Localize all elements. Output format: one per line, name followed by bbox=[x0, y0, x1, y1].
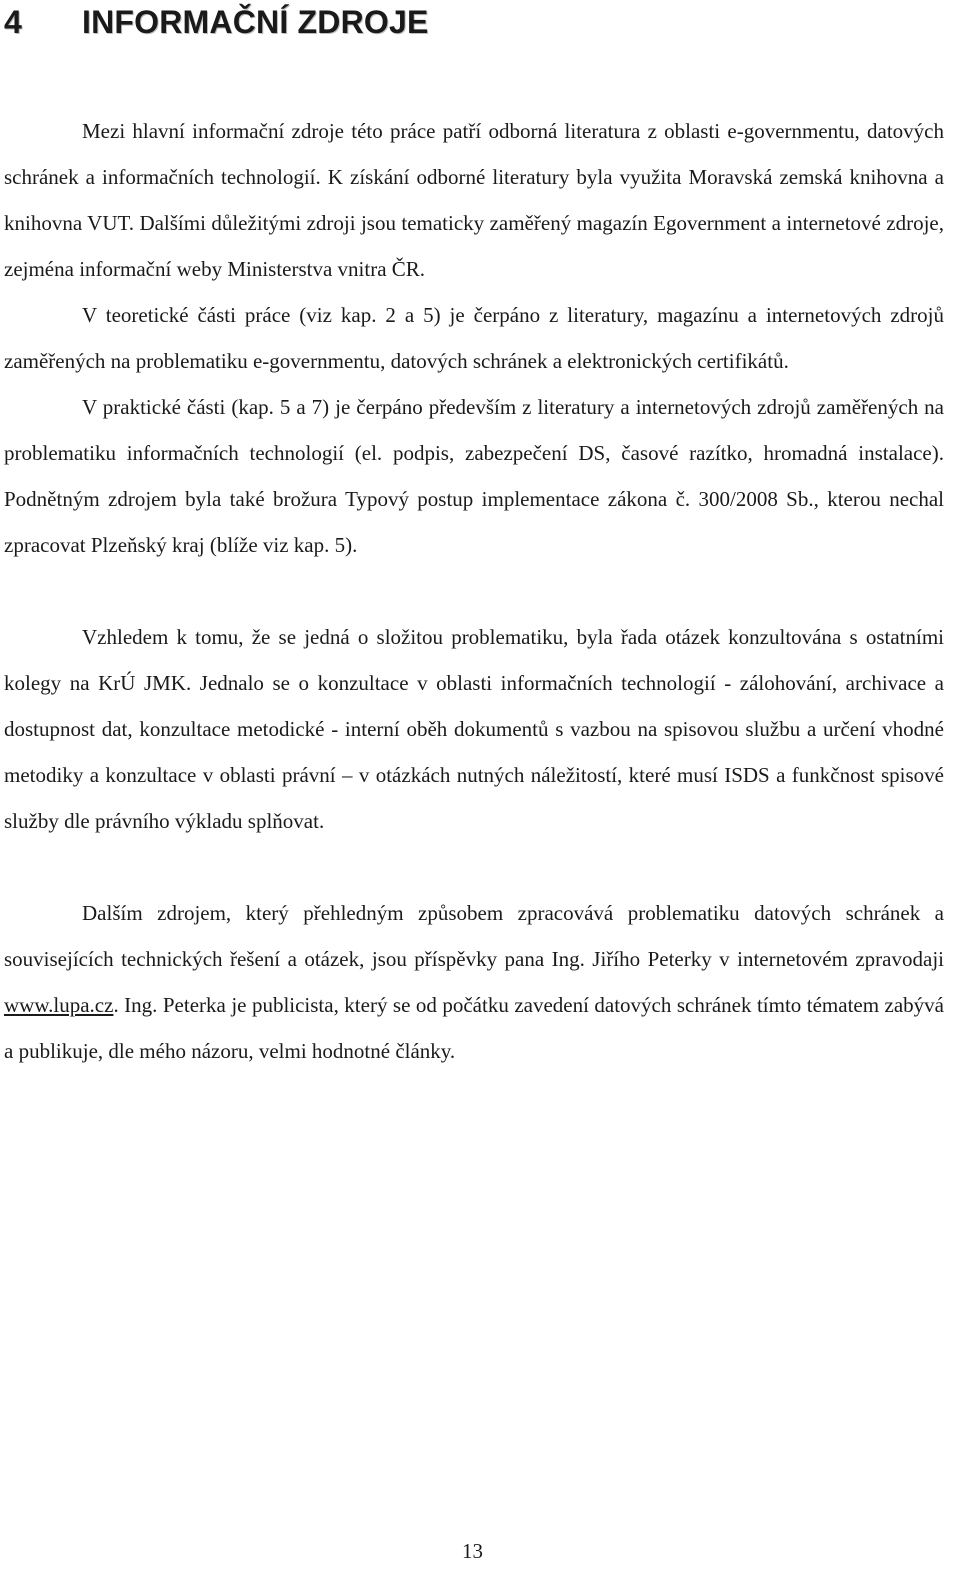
paragraph-text-after-link: . Ing. Peterka je publicista, který se od počátku zavedení datových schránek tímto tématem zabývá a publikuje, dle mého názoru, velmi hodnotné články. bbox=[4, 993, 944, 1063]
chapter-heading bbox=[4, 2, 429, 42]
paragraph-text-before-link: Dalším zdrojem, který přehledným způsobem zpracovává problematiku datových schránek a souvisejících technických řešení a otázek, jsou příspěvky pana Ing. Jiřího Peterky v internetovém zpravodaji bbox=[4, 901, 944, 971]
paragraph-theoretical-part: V teoretické části práce (viz kap. 2 a 5) je čerpáno z literatury, magazínu a internetových zdrojů zaměřených na problematiku e-governmentu, datových schránek a elektronických certifikátů. bbox=[4, 303, 944, 373]
paragraph-peterka-articles bbox=[4, 890, 944, 1074]
paragraph-sources-overview: Mezi hlavní informační zdroje této práce patří odborná literatura z oblasti e-governmentu, datových schránek a informačních technologií. K získání odborné literatury byla využita Moravská zemská knihovna a knihovna VUT. Dalšími důležitými zdroji jsou tematicky zaměřený magazín Egovernment a internetové zdroje, zejména informační weby Ministerstva vnitra ČR. bbox=[4, 119, 944, 281]
paragraph-practical-part: V praktické části (kap. 5 a 7) je čerpáno především z literatury a internetových zdrojů zaměřených na problematiku informačních technologií (el. podpis, zabezpečení DS, časové razítko, hromadná instalace). Podnětným zdrojem byla také brožura Typový postup implementace zákona č. 300/2008 Sb., kterou nechal zpracovat Plzeňský kraj (blíže viz kap. 5). bbox=[4, 395, 944, 557]
page-number: 13 bbox=[462, 1539, 483, 1563]
chapter-number: 4 bbox=[4, 4, 22, 40]
chapter-title: INFORMAČNÍ ZDROJE bbox=[82, 4, 429, 40]
paragraph-consultations: Vzhledem k tomu, že se jedná o složitou problematiku, byla řada otázek konzultována s ostatními kolegy na KrÚ JMK. Jednalo se o konzultace v oblasti informačních technologií - zálohování, archivace a dostupnost dat, konzultace metodické - interní oběh dokumentů s vazbou na spisovou službu a určení vhodné metodiky a konzultace v oblasti právní – v otázkách nutných náležitostí, které musí ISDS a funkčnost spisové služby dle právního výkladu splňovat. bbox=[4, 625, 944, 833]
lupa-link[interactable]: www.lupa.cz bbox=[4, 993, 114, 1017]
body-text bbox=[4, 108, 944, 1074]
